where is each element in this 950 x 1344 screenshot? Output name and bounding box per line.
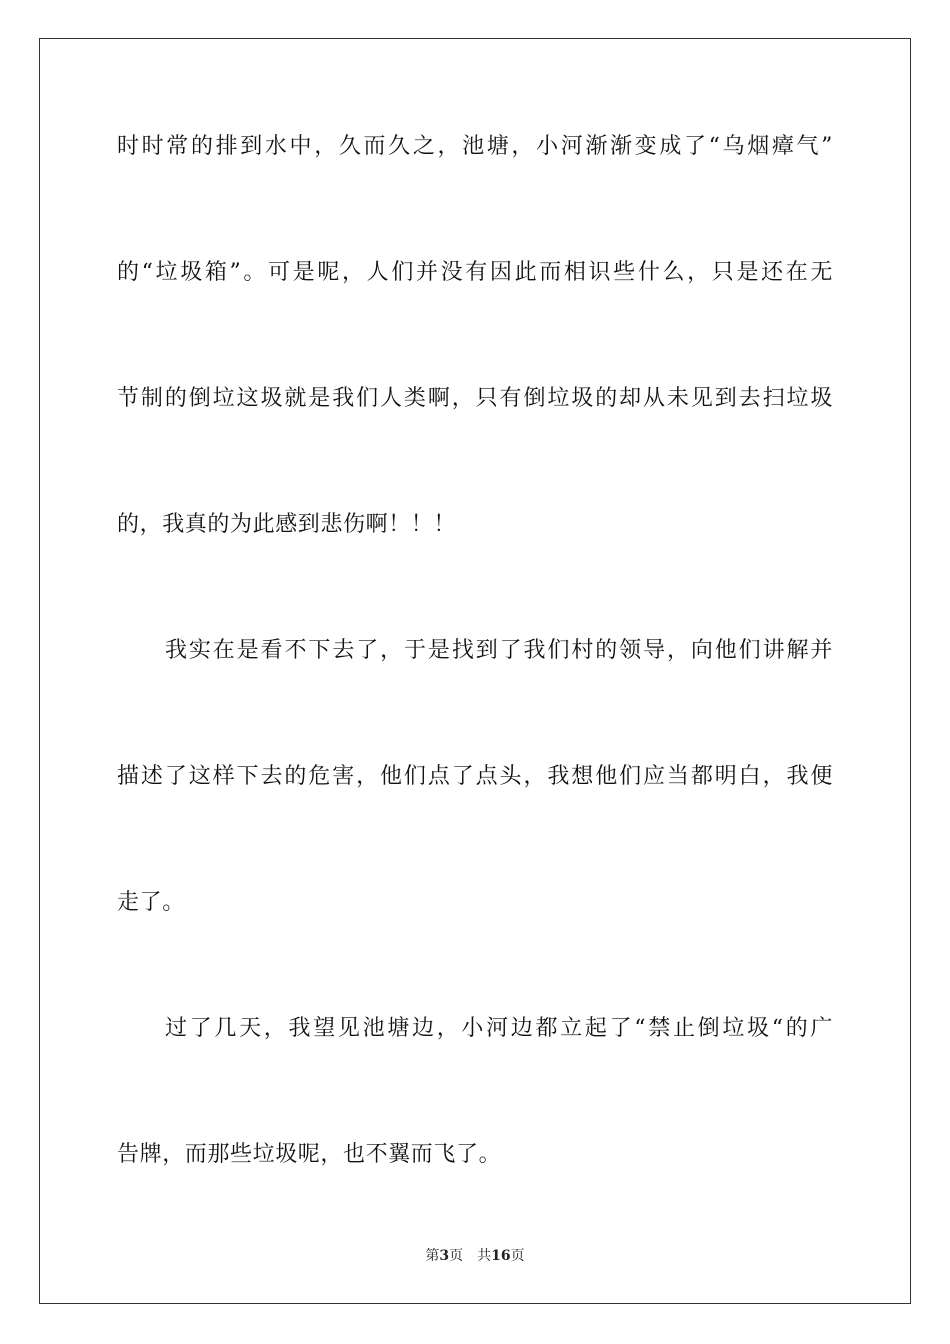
page-footer bbox=[0, 1247, 950, 1265]
paragraph-line: 我实在是看不下去了，于是找到了我们村的领导，向他们讲解并 bbox=[165, 638, 833, 663]
page-current: 3 bbox=[439, 1248, 450, 1264]
paragraph-line: 的“垃圾箱”。可是呢，人们并没有因此而相识些什么，只是还在无 bbox=[117, 260, 833, 285]
paragraph-line: 描述了这样下去的危害，他们点了点头，我想他们应当都明白，我便 bbox=[117, 764, 833, 789]
paragraph-line: 时时常的排到水中，久而久之，池塘，小河渐渐变成了“乌烟瘴气” bbox=[117, 134, 833, 159]
page-border bbox=[39, 38, 911, 1304]
total-unit: 页 bbox=[510, 1248, 525, 1264]
total-prefix: 共 bbox=[477, 1248, 492, 1264]
paragraph-line: 过了几天，我望见池塘边，小河边都立起了“禁止倒垃圾“的广 bbox=[165, 1016, 833, 1041]
paragraph-line: 告牌，而那些垃圾呢，也不翼而飞了。 bbox=[117, 1142, 502, 1167]
paragraph-line: 节制的倒垃这圾就是我们人类啊，只有倒垃圾的却从未见到去扫垃圾 bbox=[117, 386, 833, 411]
page-unit: 页 bbox=[449, 1248, 464, 1264]
paragraph-line: 走了。 bbox=[117, 890, 185, 915]
paragraph-line: 的，我真的为此感到悲伤啊！！！ bbox=[117, 512, 457, 537]
page-total: 16 bbox=[491, 1248, 511, 1264]
page-prefix: 第 bbox=[425, 1248, 440, 1264]
